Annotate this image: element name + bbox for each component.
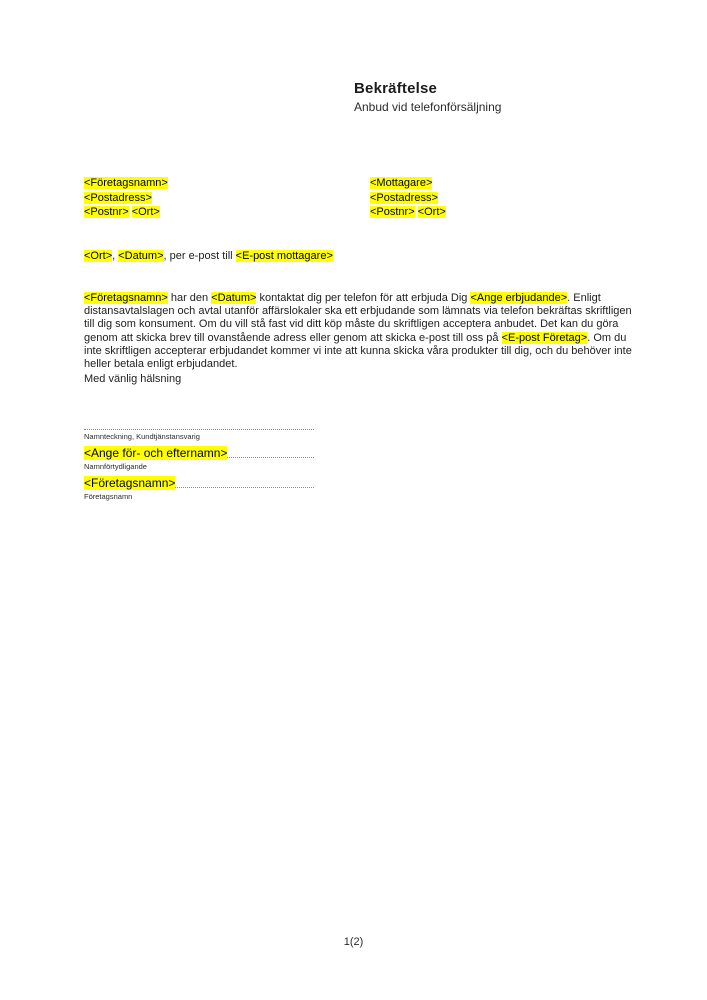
placeholder-offer: <Ange erbjudande> [470, 292, 568, 304]
signature-line [84, 429, 314, 430]
sender-company-line [84, 176, 168, 191]
name-dotted-line [227, 457, 314, 458]
recipient-postcode-city-line [370, 205, 446, 220]
page-number: 1(2) [343, 936, 364, 948]
placeholder-recipient-city: <Ort> [417, 206, 446, 218]
placeholder-signer-name: <Ange för- och efternamn> [84, 446, 228, 460]
placeholder-company-email: <E-post Företag> [501, 331, 588, 344]
signature-label: Namnteckning, Kundtjänstansvarig [84, 432, 200, 441]
placeholder-recipient-email: <E-post mottagare> [235, 250, 333, 262]
title-block [354, 80, 501, 114]
signature-company-row [84, 476, 314, 490]
placeholder-signature-company: <Företagsnamn> [84, 476, 176, 490]
document-subtitle: Anbud vid telefonförsäljning [354, 100, 502, 114]
placeholder-contact-date: <Datum> [211, 292, 257, 304]
placeholder-sender-city: <Ort> [131, 206, 160, 218]
sender-street-line [84, 191, 168, 206]
body-text-4: . Om du inte skriftligen accepterar erbjudandet kommer vi inte att kunna skicka våra produkter till dig, och du behöver inte heller betala enligt erbjudandet. [84, 331, 632, 371]
placeholder-recipient-street: <Postadress> [370, 191, 438, 204]
signature-block [84, 429, 314, 501]
document-title: Bekräftelse [354, 80, 438, 97]
body-paragraph [84, 292, 633, 371]
date-line-text: , per e-post till [163, 250, 236, 262]
company-dotted-line [175, 487, 314, 488]
date-line [84, 249, 333, 263]
sender-postcode-city-line [84, 205, 168, 220]
placeholder-sender-postcode: <Postnr> [84, 206, 129, 218]
recipient-address-block [370, 176, 446, 220]
signature-name-row [84, 446, 314, 460]
placeholder-date: <Datum> [118, 250, 164, 262]
sender-address-block [84, 176, 168, 220]
placeholder-sender-company: <Företagsnamn> [84, 177, 168, 189]
body-text-2: kontaktat dig per telefon för att erbjuda Dig [256, 292, 471, 304]
body-text-1: har den [167, 292, 212, 304]
placeholder-sender-street: <Postadress> [84, 191, 152, 204]
placeholder-company-name: <Företagsnamn> [84, 292, 168, 304]
date-line-separator: , [112, 250, 119, 262]
body-text-3: . Enligt distansavtalslagen och avtal utanför affärslokaler ska ett erbjudande som lämnats via telefon bekräftas skriftligen till dig som konsument. Om du vill stå fast vid ditt köp måste du skriftligen acceptera anbudet. Det kan du göra genom att skicka brev till ovanstående adress eller genom att skicka e-post till oss på [84, 292, 632, 344]
placeholder-recipient-postcode: <Postnr> [370, 206, 415, 218]
placeholder-recipient-name: <Mottagare> [370, 177, 433, 189]
recipient-name-line [370, 176, 446, 191]
closing-salutation: Med vänlig hälsning [84, 373, 182, 385]
name-clarification-label: Namnförtydligande [84, 462, 147, 471]
recipient-street-line [370, 191, 446, 206]
placeholder-city: <Ort> [84, 250, 113, 262]
company-name-label: Företagsnamn [84, 492, 133, 501]
